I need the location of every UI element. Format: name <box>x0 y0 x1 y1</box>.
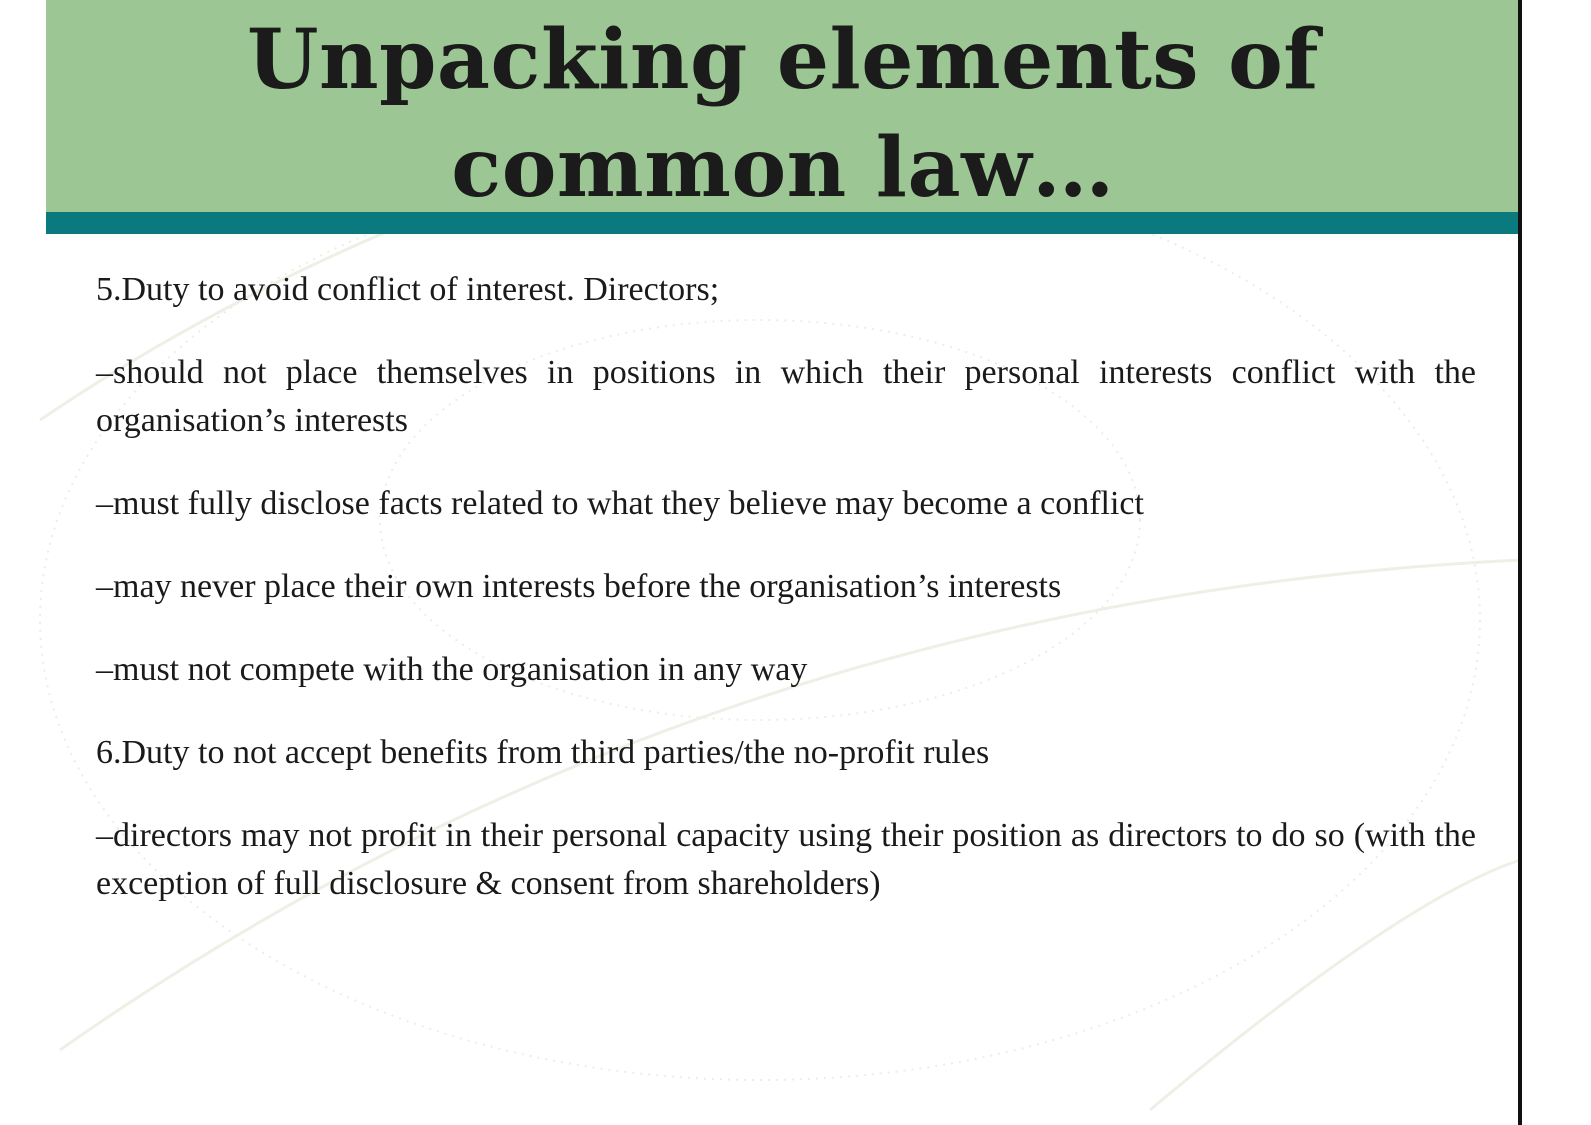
slide-title <box>46 6 1520 222</box>
paragraph-duty-5-heading: 5.Duty to avoid conflict of interest. Directors; <box>96 271 720 308</box>
paragraph-bullet: –must fully disclose facts related to what they believe may become a conflict <box>96 485 1144 522</box>
paragraph-bullet: –should not place themselves in positions in which their personal interests conflict with the organisation’s interests <box>96 354 1476 439</box>
paragraph-bullet: –may never place their own interests before the organisation’s interests <box>96 568 1062 605</box>
paragraph-bullet: –must not compete with the organisation in any way <box>96 651 808 688</box>
paragraph-bullet: –directors may not profit in their personal capacity using their position as directors to do so (with the exception of full disclosure & consent from shareholders) <box>96 817 1476 902</box>
slide-title-line-1: Unpacking elements of <box>246 12 1320 108</box>
slide-body <box>96 266 1476 943</box>
paragraph-duty-6-heading: 6.Duty to not accept benefits from third parties/the no-profit rules <box>96 734 990 771</box>
slide-title-line-2: common law… <box>451 120 1115 216</box>
